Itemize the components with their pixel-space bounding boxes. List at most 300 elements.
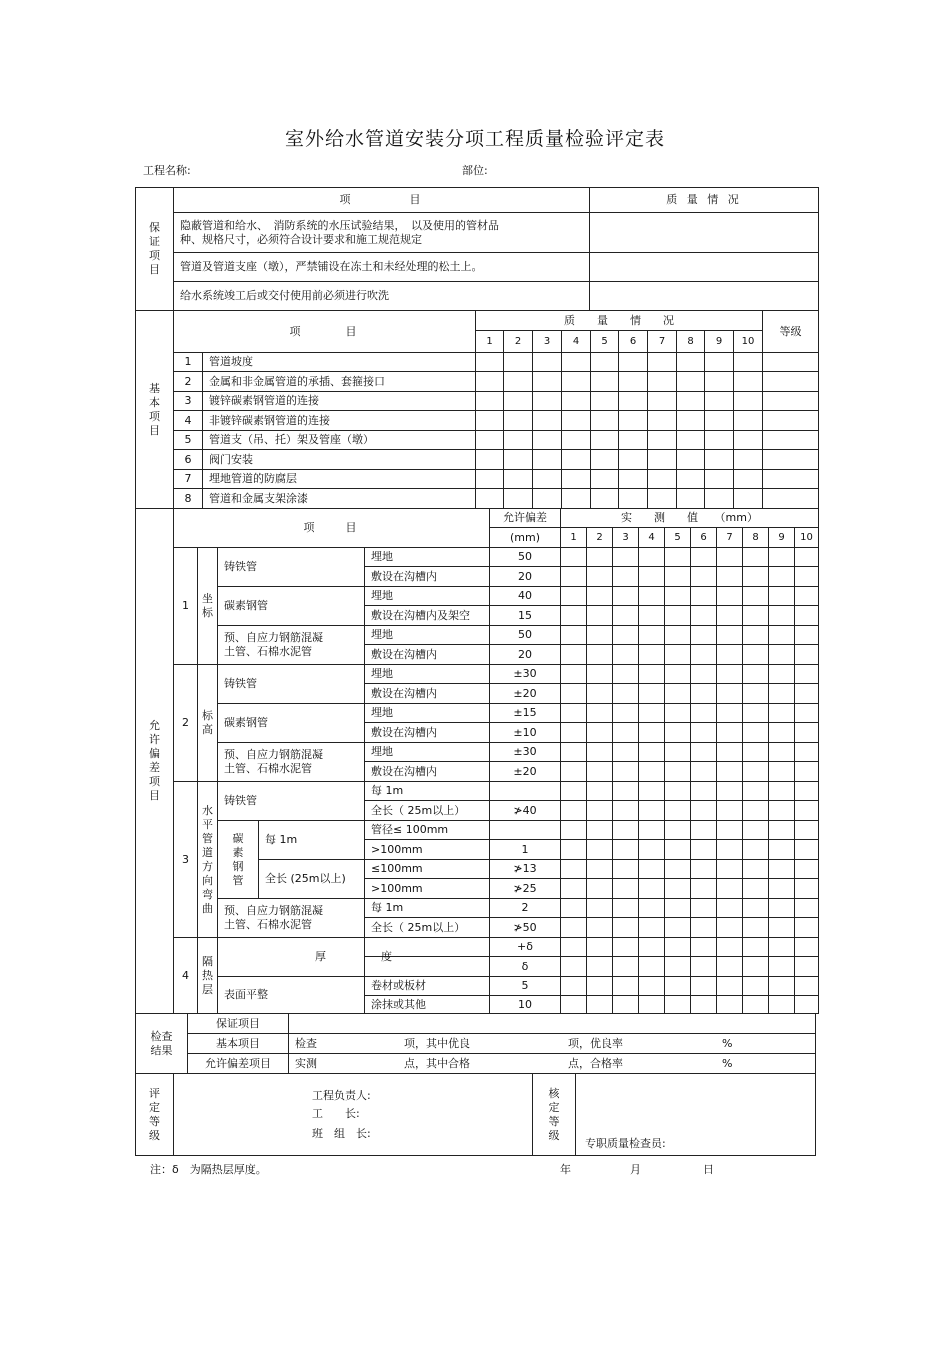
guarantee-item: 隐蔽管道和给水、 消防系统的水压试验结果， 以及使用的管材品 种、规格尺寸，必须符合设计要求和施工规范规定 <box>173 212 590 253</box>
allow-measured-cell <box>768 605 795 626</box>
allow-measured-cell <box>794 839 819 860</box>
basic-item-number: 4 <box>173 410 203 431</box>
allow-measured-cell <box>664 878 691 899</box>
basic-quality-cell <box>532 391 562 411</box>
allow-measured-cell <box>768 859 795 879</box>
team-leader-label: 班 组 长: <box>312 1127 371 1140</box>
allow-measured-cell <box>690 683 717 704</box>
basic-quality-cell <box>704 430 734 450</box>
allow-tolerance: 2 <box>489 898 561 918</box>
allow-tolerance <box>489 820 561 840</box>
allow-measured-cell <box>690 995 717 1014</box>
basic-quality-cell <box>503 469 533 489</box>
allow-measured-cell <box>794 683 819 704</box>
allow-measured-cell <box>742 898 769 918</box>
allow-measured-cell <box>612 800 639 821</box>
basic-quality-cell <box>647 469 677 489</box>
allow-tolerance <box>489 781 561 801</box>
allow-measured-cell <box>716 566 743 587</box>
basic-quality-cell <box>590 430 619 450</box>
basic-quality-cell <box>561 410 591 431</box>
allow-measured-cell <box>690 547 717 567</box>
allow-measured-cell <box>664 820 691 840</box>
allow-measured-cell <box>612 644 639 665</box>
date-year-label: 年 <box>560 1163 571 1176</box>
allow-tolerance: ±30 <box>489 742 561 762</box>
basic-item-name: 埋地管道的防腐层 <box>202 469 476 489</box>
allow-measured-cell <box>716 625 743 645</box>
allow-measured-cell <box>742 878 769 899</box>
basic-grade-cell <box>762 430 819 450</box>
allow-measured-cell <box>612 956 639 977</box>
allow-measured-cell <box>768 898 795 918</box>
allow-measured-cell <box>794 956 819 977</box>
allow-measured-cell <box>690 917 717 938</box>
allow-measured-cell <box>586 937 613 957</box>
allow-tolerance: 1 <box>489 839 561 860</box>
allow-measured-cell <box>768 625 795 645</box>
allow-measured-cell <box>742 605 769 626</box>
allow-measured-cell <box>638 898 665 918</box>
allow-measured-cell <box>612 995 639 1014</box>
allow-group-number: 4 <box>173 937 198 1014</box>
allow-measured-cell <box>586 605 613 626</box>
pipe-type: 铸铁管 <box>217 547 365 587</box>
basic-grade-cell <box>762 469 819 489</box>
basic-quality-cell <box>733 391 763 411</box>
allow-measured-cell <box>560 664 587 684</box>
basic-quality-cell <box>590 488 619 509</box>
allow-measured-cell <box>742 937 769 957</box>
basic-quality-cell <box>503 430 533 450</box>
allow-measured-cell <box>560 644 587 665</box>
allow-measured-cell <box>560 586 587 606</box>
check-allow-text: 点，合格率 <box>568 1057 623 1070</box>
basic-quality-cell <box>618 371 648 392</box>
allow-condition: 全长（ 25m以上） <box>364 917 490 938</box>
allow-measured-cell <box>664 917 691 938</box>
allow-measured-cell <box>690 566 717 587</box>
allow-measured-header: 实 测 值 （mm） <box>560 508 819 528</box>
allow-measured-cell <box>716 898 743 918</box>
allow-tolerance: 10 <box>489 995 561 1014</box>
basic-col-number: 10 <box>733 330 763 353</box>
allow-measured-cell <box>794 625 819 645</box>
basic-grade-cell <box>762 352 819 372</box>
allow-measured-cell <box>586 683 613 704</box>
basic-quality-cell <box>704 352 734 372</box>
guarantee-side-label: 保 证 项 目 <box>135 187 174 311</box>
allow-condition: >100mm <box>364 839 490 860</box>
basic-quality-cell <box>618 469 648 489</box>
check-allow-text: % <box>722 1057 733 1070</box>
allow-measured-cell <box>768 800 795 821</box>
allow-side-label: 允 许 偏 差 项 目 <box>135 508 174 1014</box>
allow-condition: 埋地 <box>364 703 490 723</box>
allow-measured-cell <box>742 820 769 840</box>
allow-measured-cell <box>742 586 769 606</box>
allow-measured-cell <box>768 839 795 860</box>
allow-condition: 埋地 <box>364 547 490 567</box>
allow-measured-cell <box>742 761 769 782</box>
allow-measured-cell <box>612 547 639 567</box>
basic-quality-cell <box>503 488 533 509</box>
basic-quality-cell <box>647 352 677 372</box>
basic-quality-cell <box>532 352 562 372</box>
owner-label: 工程负责人: <box>312 1089 371 1102</box>
basic-quality-cell <box>503 410 533 431</box>
allow-measured-cell <box>560 878 587 899</box>
allow-col-number: 10 <box>794 527 819 548</box>
project-name-label: 工程名称: <box>143 164 191 177</box>
check-allow-text: 实测 <box>295 1057 317 1070</box>
allow-col-number: 2 <box>586 527 613 548</box>
allow-measured-cell <box>638 664 665 684</box>
allow-measured-cell <box>560 937 587 957</box>
allow-tolerance: 50 <box>489 547 561 567</box>
basic-quality-cell <box>532 371 562 392</box>
allow-measured-cell <box>768 781 795 801</box>
allow-measured-cell <box>664 742 691 762</box>
basic-quality-cell <box>475 488 504 509</box>
allow-condition: 敷设在沟槽内 <box>364 722 490 743</box>
allow-measured-cell <box>794 605 819 626</box>
basic-item-header: 项 目 <box>173 310 476 353</box>
allow-measured-cell <box>638 917 665 938</box>
allow-col-number: 4 <box>638 527 665 548</box>
check-row-label: 允许偏差项目 <box>187 1053 289 1074</box>
allow-measured-cell <box>716 800 743 821</box>
allow-measured-cell <box>690 800 717 821</box>
basic-quality-cell <box>647 371 677 392</box>
allow-measured-cell <box>768 742 795 762</box>
basic-quality-cell <box>676 469 705 489</box>
pipe-type: 铸铁管 <box>217 781 365 821</box>
basic-quality-cell <box>532 430 562 450</box>
allow-condition: 涂抹或其他 <box>364 995 490 1014</box>
basic-grade-header: 等级 <box>762 310 819 353</box>
basic-grade-cell <box>762 410 819 431</box>
allow-measured-cell <box>742 839 769 860</box>
allow-condition: 卷材或板材 <box>364 976 490 996</box>
basic-quality-cell <box>733 410 763 431</box>
allow-subcondition: 全长 (25m以上) <box>258 859 365 899</box>
allow-measured-cell <box>586 878 613 899</box>
allow-measured-cell <box>664 703 691 723</box>
allow-measured-cell <box>794 566 819 587</box>
allow-group-label: 水 平 管 道 方 向 弯 曲 <box>197 781 218 938</box>
allow-tolerance: 5 <box>489 976 561 996</box>
allow-measured-cell <box>794 976 819 996</box>
check-basic-text: 项，其中优良 <box>404 1037 470 1050</box>
basic-quality-cell <box>561 352 591 372</box>
basic-quality-cell <box>676 352 705 372</box>
allow-measured-cell <box>664 995 691 1014</box>
basic-quality-cell <box>676 371 705 392</box>
allow-measured-cell <box>586 703 613 723</box>
basic-quality-cell <box>733 449 763 470</box>
pipe-type: 碳素钢管 <box>217 586 365 626</box>
allow-measured-cell <box>794 800 819 821</box>
basic-quality-cell <box>704 488 734 509</box>
allow-measured-cell <box>638 976 665 996</box>
allow-measured-cell <box>560 722 587 743</box>
allow-measured-cell <box>794 586 819 606</box>
basic-quality-cell <box>733 430 763 450</box>
basic-quality-cell <box>561 371 591 392</box>
allow-measured-cell <box>690 703 717 723</box>
allow-measured-cell <box>742 703 769 723</box>
allow-measured-cell <box>794 820 819 840</box>
allow-measured-cell <box>612 742 639 762</box>
allow-measured-cell <box>690 586 717 606</box>
allow-measured-cell <box>664 683 691 704</box>
allow-measured-cell <box>612 664 639 684</box>
allow-measured-cell <box>742 566 769 587</box>
allow-measured-cell <box>560 976 587 996</box>
check-side-label: 检查 结果 <box>135 1013 188 1074</box>
allow-measured-cell <box>768 722 795 743</box>
check-basic-text: 项，优良率 <box>568 1037 623 1050</box>
check-allow-text: 点，其中合格 <box>404 1057 470 1070</box>
allow-measured-cell <box>742 742 769 762</box>
allow-measured-cell <box>664 859 691 879</box>
allow-measured-cell <box>612 878 639 899</box>
basic-quality-cell <box>503 371 533 392</box>
allow-condition: ≤100mm <box>364 859 490 879</box>
allow-condition: 敷设在沟槽内 <box>364 683 490 704</box>
basic-quality-cell <box>590 352 619 372</box>
allow-measured-cell <box>794 859 819 879</box>
basic-grade-cell <box>762 488 819 509</box>
allow-measured-cell <box>586 800 613 821</box>
allow-condition: >100mm <box>364 878 490 899</box>
check-row-content <box>288 1033 816 1054</box>
allow-measured-cell <box>638 781 665 801</box>
allow-measured-cell <box>794 664 819 684</box>
allow-measured-cell <box>586 547 613 567</box>
allow-measured-cell <box>664 839 691 860</box>
allow-measured-cell <box>560 839 587 860</box>
allow-measured-cell <box>612 761 639 782</box>
allow-measured-cell <box>560 625 587 645</box>
allow-measured-cell <box>638 995 665 1014</box>
allow-measured-cell <box>794 742 819 762</box>
basic-item-name: 非镀锌碳素钢管道的连接 <box>202 410 476 431</box>
basic-item-number: 8 <box>173 488 203 509</box>
allow-condition: 埋地 <box>364 625 490 645</box>
allow-measured-cell <box>690 644 717 665</box>
basic-quality-cell <box>647 410 677 431</box>
basic-col-number: 8 <box>676 330 705 353</box>
basic-quality-cell <box>733 469 763 489</box>
allow-measured-cell <box>560 917 587 938</box>
allow-measured-cell <box>560 547 587 567</box>
basic-quality-cell <box>590 449 619 470</box>
allow-condition: 敷设在沟槽内及架空 <box>364 605 490 626</box>
pipe-type: 碳素钢管 <box>217 703 365 743</box>
allow-measured-cell <box>690 956 717 977</box>
allow-measured-cell <box>612 820 639 840</box>
basic-item-name: 阀门安装 <box>202 449 476 470</box>
allow-condition: 埋地 <box>364 742 490 762</box>
allow-condition: 敷设在沟槽内 <box>364 761 490 782</box>
allow-measured-cell <box>794 644 819 665</box>
basic-quality-cell <box>733 352 763 372</box>
allow-tolerance: 20 <box>489 644 561 665</box>
basic-quality-cell <box>618 352 648 372</box>
basic-quality-cell <box>733 488 763 509</box>
location-label: 部位: <box>462 164 488 177</box>
allow-measured-cell <box>768 995 795 1014</box>
basic-quality-header: 质 量 情 况 <box>475 310 763 331</box>
allow-measured-cell <box>560 605 587 626</box>
allow-measured-cell <box>690 722 717 743</box>
allow-measured-cell <box>768 547 795 567</box>
basic-quality-cell <box>647 488 677 509</box>
allow-measured-cell <box>586 859 613 879</box>
allow-measured-cell <box>586 761 613 782</box>
allow-measured-cell <box>742 547 769 567</box>
allow-measured-cell <box>638 742 665 762</box>
allow-measured-cell <box>638 761 665 782</box>
allow-measured-cell <box>586 722 613 743</box>
allow-measured-cell <box>560 566 587 587</box>
allow-measured-cell <box>664 722 691 743</box>
allow-measured-cell <box>612 703 639 723</box>
allow-measured-cell <box>612 781 639 801</box>
guarantee-quality-cell <box>589 281 819 311</box>
allow-measured-cell <box>560 898 587 918</box>
allow-col-number: 1 <box>560 527 587 548</box>
basic-quality-cell <box>618 391 648 411</box>
allow-tolerance: ≯40 <box>489 800 561 821</box>
basic-item-name: 金属和非金属管道的承插、套箍接口 <box>202 371 476 392</box>
allow-measured-cell <box>612 937 639 957</box>
allow-col-number: 5 <box>664 527 691 548</box>
basic-quality-cell <box>676 391 705 411</box>
check-basic-text: % <box>722 1037 733 1050</box>
allow-measured-cell <box>768 976 795 996</box>
allow-measured-cell <box>664 664 691 684</box>
allow-measured-cell <box>638 644 665 665</box>
form-title: 室外给水管道安装分项工程质量检验评定表 <box>284 128 665 150</box>
check-row-label: 保证项目 <box>187 1013 289 1034</box>
allow-measured-cell <box>742 956 769 977</box>
basic-quality-cell <box>590 371 619 392</box>
allow-condition: 敷设在沟槽内 <box>364 644 490 665</box>
allow-measured-cell <box>560 995 587 1014</box>
allow-measured-cell <box>716 761 743 782</box>
allow-measured-cell <box>716 995 743 1014</box>
allow-measured-cell <box>612 625 639 645</box>
allow-col-number: 6 <box>690 527 717 548</box>
allow-measured-cell <box>768 820 795 840</box>
allow-group-label: 坐 标 <box>197 547 218 665</box>
allow-group-label: 标 高 <box>197 664 218 782</box>
basic-quality-cell <box>704 469 734 489</box>
allow-measured-cell <box>560 800 587 821</box>
allow-measured-cell <box>638 605 665 626</box>
allow-tolerance: 20 <box>489 566 561 587</box>
allow-measured-cell <box>664 605 691 626</box>
allow-group-number: 1 <box>173 547 198 665</box>
allow-measured-cell <box>742 781 769 801</box>
allow-col-number: 3 <box>612 527 639 548</box>
allow-measured-cell <box>716 742 743 762</box>
basic-item-name: 管道支（吊、托）架及管座（墩） <box>202 430 476 450</box>
basic-quality-cell <box>561 430 591 450</box>
allow-measured-cell <box>794 878 819 899</box>
allow-measured-cell <box>612 722 639 743</box>
basic-side-label: 基 本 项 目 <box>135 310 174 509</box>
allow-measured-cell <box>560 683 587 704</box>
pipe-type: 预、自应力钢筋混凝 土管、石棉水泥管 <box>217 898 365 938</box>
basic-item-number: 2 <box>173 371 203 392</box>
allow-measured-cell <box>586 995 613 1014</box>
allow-measured-cell <box>638 547 665 567</box>
allow-measured-cell <box>768 703 795 723</box>
allow-measured-cell <box>716 976 743 996</box>
allow-measured-cell <box>586 781 613 801</box>
allow-measured-cell <box>716 703 743 723</box>
basic-quality-cell <box>475 352 504 372</box>
insulation-thickness: 厚 度 <box>217 937 490 977</box>
allow-measured-cell <box>612 839 639 860</box>
guarantee-item-header: 项 目 <box>173 187 590 213</box>
allow-tolerance: ±10 <box>489 722 561 743</box>
allow-measured-cell <box>716 937 743 957</box>
allow-tol-header: 允许偏差 <box>489 508 561 528</box>
basic-quality-cell <box>704 410 734 431</box>
guarantee-item: 给水系统竣工后或交付使用前必须进行吹洗 <box>173 281 590 311</box>
allow-measured-cell <box>742 625 769 645</box>
pipe-type: 铸铁管 <box>217 664 365 704</box>
allow-condition: 每 1m <box>364 781 490 801</box>
allow-measured-cell <box>612 976 639 996</box>
allow-measured-cell <box>768 683 795 704</box>
foreman-label: 工 长: <box>312 1107 360 1120</box>
allow-measured-cell <box>742 917 769 938</box>
basic-quality-cell <box>590 410 619 431</box>
allow-tolerance: ±20 <box>489 761 561 782</box>
allow-measured-cell <box>560 781 587 801</box>
allow-tolerance: ≯25 <box>489 878 561 899</box>
allow-measured-cell <box>612 917 639 938</box>
insulation-surface: 表面平整 <box>217 976 365 1014</box>
allow-measured-cell <box>638 937 665 957</box>
verify-side-label: 核 定 等 级 <box>532 1073 576 1156</box>
basic-item-name: 管道坡度 <box>202 352 476 372</box>
allow-measured-cell <box>664 800 691 821</box>
basic-grade-cell <box>762 371 819 392</box>
basic-grade-cell <box>762 391 819 411</box>
allow-measured-cell <box>690 781 717 801</box>
allow-measured-cell <box>768 917 795 938</box>
basic-quality-cell <box>475 469 504 489</box>
allow-tolerance: ≯13 <box>489 859 561 879</box>
allow-measured-cell <box>586 742 613 762</box>
allow-measured-cell <box>690 859 717 879</box>
allow-measured-cell <box>664 956 691 977</box>
allow-measured-cell <box>664 644 691 665</box>
allow-col-number: 9 <box>768 527 795 548</box>
basic-quality-cell <box>532 488 562 509</box>
allow-measured-cell <box>690 839 717 860</box>
allow-measured-cell <box>794 937 819 957</box>
allow-measured-cell <box>794 917 819 938</box>
allow-measured-cell <box>768 566 795 587</box>
